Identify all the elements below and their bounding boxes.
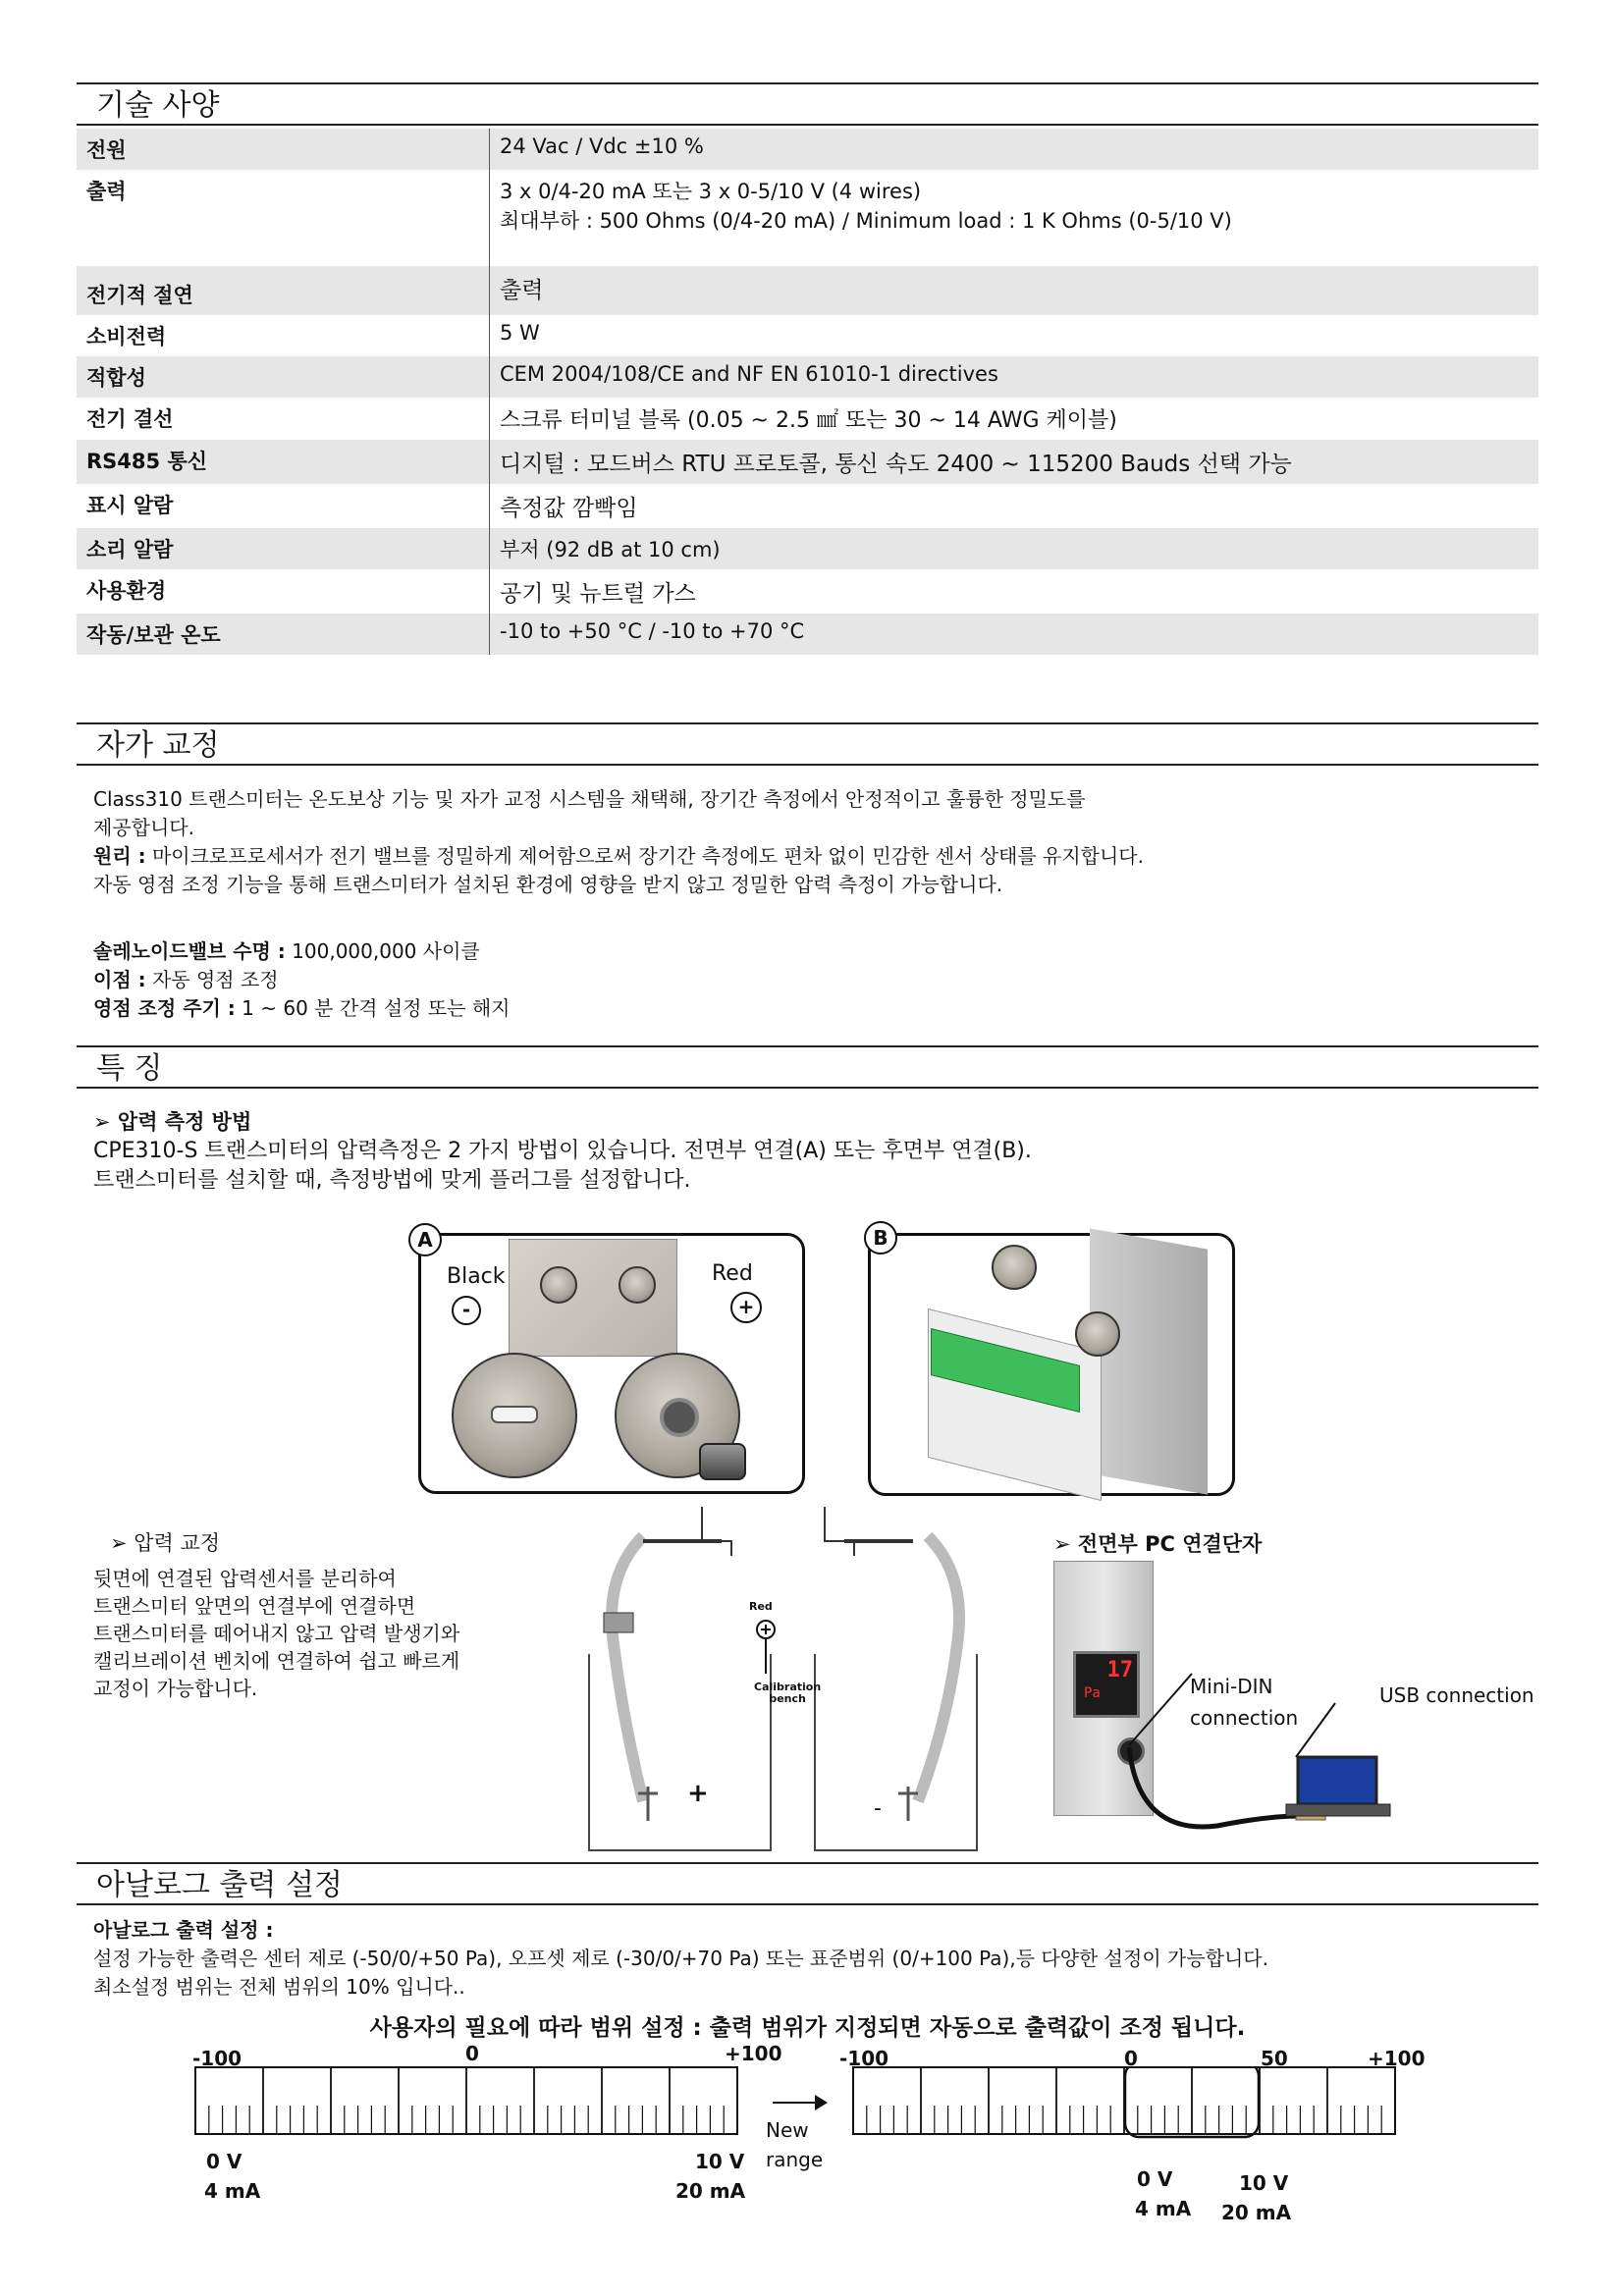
pc-heading: ➢ 전면부 PC 연결단자 [1053, 1532, 1263, 1556]
spec-key: 전기적 절연 [77, 266, 490, 315]
spec-table [77, 129, 1538, 655]
spec-row [77, 315, 1538, 356]
scale1-high-v: 10 V [695, 2150, 745, 2173]
spec-row [77, 129, 1538, 170]
spec-value: -10 to +50 °C / -10 to +70 °C [490, 614, 1539, 655]
new-range-label: New range [766, 2118, 824, 2171]
spec-value: 측정값 깜빡임 [500, 496, 638, 521]
scale2-zero: 0 [1124, 2047, 1138, 2070]
left-fitting [702, 1507, 731, 1556]
calib-heading: ➢ 압력 교정 [110, 1531, 221, 1555]
right-tube [918, 1536, 959, 1801]
benefit-text: 자동 영점 조정 [145, 968, 279, 991]
scale1-zero: 0 [465, 2042, 479, 2065]
spec-value-line: 최대부하 : 500 Ohms (0/4-20 mA) / Minimum load : 1 K Ohms (0-5/10 V) [500, 209, 1232, 233]
spec-value: 공기 및 뉴트럴 가스 [500, 581, 696, 607]
black-port-icon [540, 1266, 577, 1304]
analog-line: 설정 가능한 출력은 센터 제로 (-50/0/+50 Pa), 오프셋 제로 (-30/0/+70 Pa) 또는 표준범위 (0/+100 Pa),등 다양한 설정이 가능합니다. [93, 1947, 1268, 1970]
calib-desc-line: 트랜스미터를 떼어내지 않고 압력 발생기와 [93, 1622, 460, 1645]
minus-sign: - [452, 1296, 481, 1325]
analog-heading: 아날로그 출력 설정 : [93, 1918, 274, 1942]
calibration-text [93, 785, 1144, 899]
label-a: A [408, 1223, 442, 1256]
scale2-high-v: 10 V [1239, 2171, 1289, 2195]
spec-section-title: 기술 사양 [77, 82, 1538, 126]
calib-line: 자동 영점 조정 기능을 통해 트랜스미터가 설치된 환경에 영향을 받지 않고 정밀한 압력 측정이 가능합니다. [93, 873, 1003, 896]
spec-key: 적합성 [77, 356, 490, 398]
spec-value: 출력 [490, 266, 1539, 315]
scale2-high-ma: 20 mA [1221, 2201, 1292, 2224]
scale1-low-ma: 4 mA [204, 2179, 261, 2203]
calib-desc-line: 트랜스미터 앞면의 연결부에 연결하면 [93, 1594, 416, 1618]
scale2-max: +100 [1368, 2047, 1426, 2070]
principle-text: 마이크로프로세서가 전기 밸브를 정밀하게 제어함으로써 장기간 측정에도 편차 없이 민감한 센서 상태를 유지합니다. [145, 844, 1144, 868]
spec-value: 디지털 : 모드버스 RTU 프로토콜, 통신 속도 2400 ~ 115200 Bauds 선택 가능 [490, 440, 1539, 484]
calibration-bench-label: Calibration bench [754, 1681, 822, 1705]
laptop-icon [1298, 1757, 1376, 1804]
scale2-ruler [852, 2066, 1402, 2141]
spec-row [77, 440, 1538, 484]
spec-value: 부저 (92 dB at 10 cm) [490, 528, 1539, 569]
spec-row [77, 614, 1538, 655]
calib-description [93, 1565, 459, 1702]
display-unit: Pa [1084, 1685, 1101, 1701]
spec-key: 전기 결선 [77, 398, 490, 440]
plug-slot-icon [491, 1406, 538, 1423]
analog-line: 최소설정 범위는 전체 범위의 10% 입니다.. [93, 1975, 465, 1999]
rear-plate [1090, 1228, 1208, 1494]
calib-line: 제공합니다. [93, 816, 194, 839]
calib-plus: + [687, 1779, 709, 1808]
analog-banner: 사용자의 필요에 따라 범위 설정 : 출력 범위가 지정되면 자동으로 출력값이 조정 됩니다. [369, 2015, 1246, 2041]
red-small-label: Red [749, 1600, 773, 1613]
spec-row [77, 569, 1538, 614]
scale1-ruler [194, 2066, 744, 2141]
scale2-fifty: 50 [1261, 2047, 1288, 2070]
front-plate [509, 1239, 677, 1357]
spec-value [490, 170, 1539, 266]
spec-row [77, 266, 1538, 315]
scale1-max: +100 [725, 2042, 782, 2065]
rear-port-icon [992, 1245, 1037, 1290]
scale2-low-v: 0 V [1137, 2167, 1173, 2191]
spec-value: 5 W [500, 321, 540, 345]
analog-text [93, 1916, 1268, 2002]
spec-row [77, 356, 1538, 398]
features-section-title: 특 징 [77, 1045, 1538, 1089]
scale1-min: -100 [192, 2047, 242, 2070]
valve-text: 100,000,000 사이클 [285, 939, 480, 963]
port-hole-icon [660, 1398, 699, 1437]
spec-value: 24 Vac / Vdc ±10 % [490, 129, 1539, 170]
valve-line [93, 937, 510, 966]
spec-key: 소비전력 [77, 315, 490, 356]
calib-line: Class310 트랜스미터는 온도보상 기능 및 자가 교정 시스템을 채택해, 장기간 측정에서 안정적이고 훌륭한 정밀도를 [93, 787, 1086, 811]
spec-row [77, 398, 1538, 440]
spec-key: 소리 알람 [77, 528, 490, 569]
calibration-details [93, 937, 510, 1023]
spec-value: CEM 2004/108/CE and NF EN 61010-1 directives [490, 356, 1539, 398]
calib-minus: - [874, 1796, 882, 1821]
arrow-icon [771, 2091, 830, 2114]
scale1-high-ma: 20 mA [675, 2179, 746, 2203]
calib-section-title: 자가 교정 [77, 722, 1538, 766]
spec-key: 작동/보관 온도 [77, 614, 490, 655]
spec-value-line: 3 x 0/4-20 mA 또는 3 x 0-5/10 V (4 wires) [500, 180, 922, 203]
spec-row [77, 170, 1538, 266]
scale2-low-ma: 4 mA [1135, 2197, 1192, 2220]
calib-desc-line: 뒷면에 연결된 압력센서를 분리하여 [93, 1567, 397, 1590]
display-value: 17 [1106, 1658, 1133, 1682]
black-label: Black [447, 1264, 506, 1289]
mini-din-label: Mini-DIN connection [1190, 1675, 1299, 1730]
spec-row [77, 484, 1538, 528]
usb-cable-diagram [1106, 1571, 1551, 1845]
plus-sign: + [730, 1292, 762, 1323]
right-fitting [825, 1507, 854, 1556]
analog-section-title: 아날로그 출력 설정 [77, 1862, 1538, 1905]
calib-line [93, 842, 1144, 871]
generator-icon [604, 1613, 633, 1632]
left-tube [612, 1536, 643, 1801]
method-line: CPE310-S 트랜스미터의 압력측정은 2 가지 방법이 있습니다. 전면부 연결(A) 또는 후면부 연결(B). [93, 1139, 1032, 1163]
period-text: 1 ~ 60 분 간격 설정 또는 해지 [235, 996, 511, 1020]
rear-port-icon [1075, 1311, 1120, 1357]
benefit-label: 이점 : [93, 968, 146, 991]
period-line [93, 994, 510, 1023]
spec-key: 출력 [77, 170, 490, 266]
benefit-line [93, 966, 510, 994]
method-line: 트랜스미터를 설치할 때, 측정방법에 맞게 플러그를 설정합니다. [93, 1168, 691, 1193]
method-heading: ➢ 압력 측정 방법 [93, 1110, 252, 1134]
spec-key: 전원 [77, 129, 490, 170]
method-text [93, 1107, 1032, 1196]
scale1-low-v: 0 V [206, 2150, 242, 2173]
spec-key: RS485 통신 [77, 440, 490, 484]
period-label: 영점 조정 주기 : [93, 996, 236, 1020]
red-port-icon [619, 1266, 656, 1304]
principle-label: 원리 : [93, 844, 146, 868]
spec-key: 사용환경 [77, 569, 490, 614]
scale2-min: -100 [839, 2047, 889, 2070]
calib-desc-line: 캘리브레이션 벤치에 연결하여 쉽고 빠르게 [93, 1649, 460, 1673]
spec-key: 표시 알람 [77, 484, 490, 528]
valve-label: 솔레노이드밸브 수명 : [93, 939, 286, 963]
fitting-icon [699, 1443, 746, 1480]
red-label: Red [712, 1261, 753, 1286]
label-b: B [864, 1221, 897, 1255]
calibration-diagram [584, 1497, 996, 1860]
calib-desc-line: 교정이 가능합니다. [93, 1677, 258, 1700]
spec-value: 스크류 터미널 블록 (0.05 ~ 2.5 ㎟ 또는 30 ~ 14 AWG 케이블) [500, 408, 1117, 433]
spec-row [77, 528, 1538, 569]
usb-label: USB connection [1379, 1683, 1534, 1707]
